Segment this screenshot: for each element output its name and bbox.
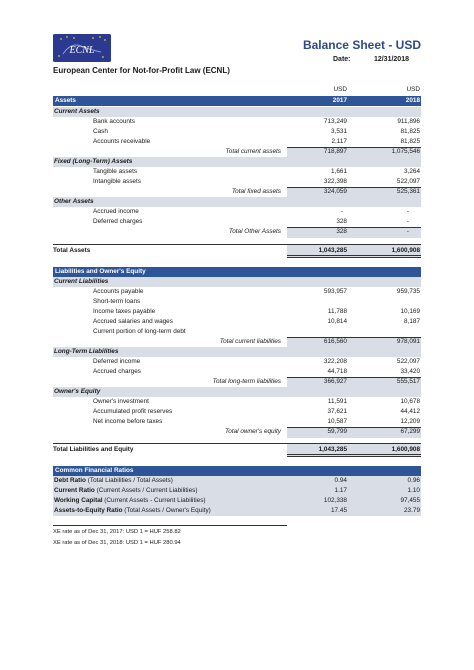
- table-row: [53, 137, 421, 147]
- equity-heading: Owner's Equity: [54, 388, 101, 395]
- total-row: [53, 427, 421, 437]
- value-2018: 10,169: [400, 308, 420, 315]
- value-2017: 1,661: [331, 168, 347, 175]
- value-2017: 2,117: [331, 138, 347, 145]
- current-liabilities-heading: Current Liabilities: [54, 278, 109, 285]
- ratio-2018: 23.79: [404, 507, 420, 514]
- total-row: [53, 187, 421, 197]
- ratios-heading: Common Financial Ratios: [55, 467, 134, 474]
- total-label: Total fixed assets: [231, 188, 281, 195]
- ratio-row: [53, 476, 421, 486]
- fixed-assets-heading-row: [53, 157, 421, 167]
- value-2017: 3,531: [331, 128, 347, 135]
- value-2018: 33,420: [400, 368, 420, 375]
- total-liabilities-equity-2018: 1,600,908: [391, 446, 420, 453]
- table-row: [53, 397, 421, 407]
- row-label: Tangible assets: [93, 168, 138, 175]
- value-2017: 44,718: [327, 368, 347, 375]
- row-label: Bank accounts: [93, 118, 135, 125]
- table-row: [53, 207, 421, 217]
- ratio-description: (Current Assets - Current Liabilities): [102, 497, 206, 504]
- total-2018: 67,299: [400, 428, 420, 435]
- total-label: Total owner's equity: [224, 428, 281, 435]
- row-label: Current portion of long-term debt: [93, 328, 186, 335]
- table-row: [53, 357, 421, 367]
- total-2017: 718,897: [323, 148, 347, 155]
- value-2018: 81,825: [400, 138, 420, 145]
- value-2017: 322,398: [323, 178, 347, 185]
- table-row: [53, 167, 421, 177]
- total-2017: 366,927: [323, 378, 347, 385]
- liabilities-header-band: [53, 267, 421, 277]
- table-row: [53, 287, 421, 297]
- table-row: [53, 367, 421, 377]
- document-title: Balance Sheet - USD: [302, 38, 421, 52]
- total-liabilities-equity-row: [53, 443, 421, 456]
- date-label: Date:: [333, 56, 351, 63]
- ratio-name: Working Capital: [54, 497, 103, 504]
- row-label: Income taxes payable: [93, 308, 156, 315]
- value-2018: 12,209: [400, 418, 420, 425]
- exchange-rate-note-2018: XE rate as of Dec 31, 2018: USD 1 = HUF 280.94: [53, 540, 181, 546]
- row-label: Deferred income: [93, 358, 141, 365]
- total-2017: 59,799: [327, 428, 347, 435]
- ratio-description: (Total Assets / Owner's Equity): [122, 507, 211, 514]
- fixed-assets-heading: Fixed (Long-Term) Assets: [54, 158, 133, 165]
- value-2018: 81,825: [400, 128, 420, 135]
- table-row: [53, 127, 421, 137]
- value-2018: 8,187: [404, 318, 420, 325]
- currency-header-row: [53, 85, 421, 95]
- assets-heading: Assets: [55, 97, 76, 104]
- row-label: Accounts payable: [93, 288, 144, 295]
- value-2018: -: [406, 208, 409, 215]
- ratios-header-band: [53, 466, 421, 476]
- total-row: [53, 337, 421, 347]
- row-label: Accrued income: [93, 208, 139, 215]
- currency-2017: USD: [333, 86, 347, 93]
- value-2017: 322,208: [323, 358, 347, 365]
- longterm-liabilities-heading-row: [53, 347, 421, 357]
- ratio-description: (Current Assets / Current Liabilities): [94, 487, 198, 494]
- ratio-2017: 17.45: [331, 507, 347, 514]
- row-label: Deferred charges: [93, 218, 143, 225]
- ratio-name: Assets-to-Equity Ratio: [54, 507, 123, 514]
- ratio-2018: 97,455: [400, 497, 420, 504]
- table-row: [53, 317, 421, 327]
- value-2018: 10,678: [400, 398, 420, 405]
- row-label: Owner's investment: [93, 398, 149, 405]
- ratio-row: [53, 506, 421, 516]
- exchange-rate-note-2017: XE rate as of Dec 31, 2017: USD 1 = HUF 258.82: [53, 529, 181, 535]
- table-row: [53, 417, 421, 427]
- equity-heading-row: [53, 387, 421, 397]
- other-assets-heading: Other Assets: [54, 198, 94, 205]
- other-assets-heading-row: [53, 197, 421, 207]
- value-2017: -: [340, 208, 343, 215]
- year-2018: 2018: [405, 97, 420, 104]
- total-label: Total Other Assets: [228, 228, 281, 235]
- table-row: [53, 217, 421, 227]
- organization-name: European Center for Not-for-Profit Law (ECNL): [53, 66, 230, 75]
- ratio-2017: 1.17: [334, 487, 347, 494]
- ratio-row: [53, 486, 421, 496]
- value-2018: 3,264: [404, 168, 420, 175]
- liabilities-heading: Liabilities and Owner's Equity: [55, 268, 146, 275]
- table-row: [53, 297, 421, 307]
- value-2017: 11,788: [327, 308, 347, 315]
- assets-header-band: [53, 96, 421, 106]
- notes-divider: [53, 525, 287, 526]
- table-row: [53, 327, 421, 337]
- total-label: Total current liabilities: [219, 338, 281, 345]
- value-2017: 37,621: [327, 408, 347, 415]
- ratio-2018: 1.10: [407, 487, 420, 494]
- total-row: [53, 227, 421, 237]
- total-label: Total long-term liabilities: [212, 378, 281, 385]
- row-label: Accrued salaries and wages: [93, 318, 173, 325]
- table-row: [53, 177, 421, 187]
- total-2018: -: [406, 228, 409, 235]
- value-2017: 10,587: [327, 418, 347, 425]
- total-assets-label: Total Assets: [53, 247, 91, 254]
- ecnl-logo: [53, 34, 111, 62]
- value-2018: 522,097: [396, 358, 420, 365]
- value-2017: 328: [336, 218, 347, 225]
- row-label: Accrued charges: [93, 368, 141, 375]
- ratio-name: Debt Ratio: [54, 477, 86, 484]
- total-2018: 555,517: [396, 378, 420, 385]
- ratio-row: [53, 496, 421, 506]
- ratio-2018: 0.96: [407, 477, 420, 484]
- current-assets-heading: Current Assets: [54, 108, 100, 115]
- value-2018: 522,097: [396, 178, 420, 185]
- value-2017: 10,814: [327, 318, 347, 325]
- total-2018: 978,091: [396, 338, 420, 345]
- total-2017: 328: [336, 228, 347, 235]
- total-2017: 616,560: [323, 338, 347, 345]
- date-value: 12/31/2018: [373, 56, 409, 63]
- total-row: [53, 377, 421, 387]
- row-label: Net income before taxes: [93, 418, 163, 425]
- table-row: [53, 307, 421, 317]
- value-2018: 959,735: [396, 288, 420, 295]
- total-2018: 1,075,546: [391, 148, 420, 155]
- total-row: [53, 147, 421, 157]
- row-label: Accumulated profit reserves: [93, 408, 173, 415]
- total-assets-row: [53, 244, 421, 257]
- table-row: [53, 117, 421, 127]
- total-2018: 525,361: [396, 188, 420, 195]
- value-2018: 911,896: [397, 118, 420, 125]
- row-label: Short-term loans: [93, 298, 141, 305]
- total-label: Total current assets: [225, 148, 281, 155]
- total-liabilities-equity-label: Total Liabilities and Equity: [53, 446, 134, 453]
- total-assets-2018: 1,600,908: [391, 247, 420, 254]
- ratio-description: (Total Liabilities / Total Assets): [85, 477, 173, 484]
- value-2018: 44,412: [400, 408, 420, 415]
- total-liabilities-equity-2017: 1,043,285: [318, 446, 347, 453]
- year-2017: 2017: [332, 97, 347, 104]
- value-2017: 593,957: [323, 288, 347, 295]
- value-2017: 11,591: [327, 398, 347, 405]
- ratio-2017: 102,338: [323, 497, 347, 504]
- value-2018: -: [406, 218, 409, 225]
- longterm-liabilities-heading: Long-Term Liabilities: [54, 348, 119, 355]
- ratio-name: Current Ratio: [54, 487, 95, 494]
- total-2017: 324,059: [323, 188, 347, 195]
- currency-2018: USD: [406, 86, 420, 93]
- row-label: Intangible assets: [93, 178, 141, 185]
- current-assets-heading-row: [53, 107, 421, 117]
- ratio-2017: 0.94: [334, 477, 347, 484]
- current-liabilities-heading-row: [53, 277, 421, 287]
- table-row: [53, 407, 421, 417]
- svg-text:ECNL: ECNL: [69, 45, 95, 56]
- total-assets-2017: 1,043,285: [318, 247, 347, 254]
- value-2017: 713,249: [323, 118, 347, 125]
- row-label: Accounts receivable: [93, 138, 151, 145]
- row-label: Cash: [93, 128, 108, 135]
